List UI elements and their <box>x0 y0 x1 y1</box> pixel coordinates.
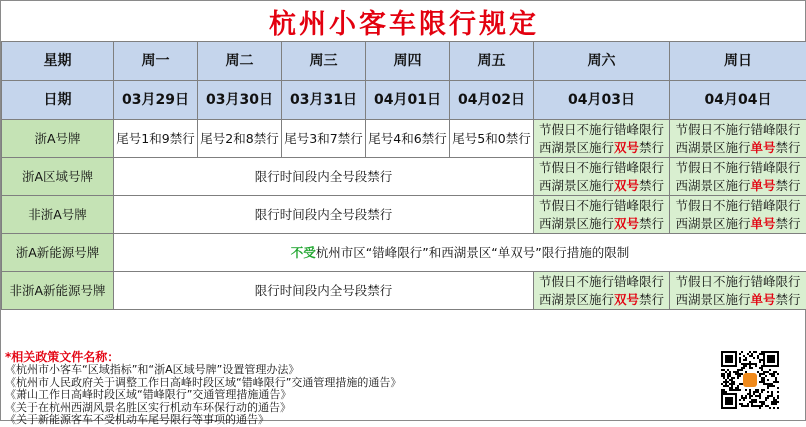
date-tue: 03月30日 <box>198 81 282 120</box>
weekend-line2-suffix: 禁行 <box>776 216 801 231</box>
policy-item: 《杭州市小客车“区域指标”和“浙A区域号牌”设置管理办法》 <box>5 364 691 377</box>
weekend-line2-prefix: 西湖景区施行 <box>539 292 614 307</box>
tail-rule-fri: 尾号5和0禁行 <box>450 120 534 158</box>
policy-item: 《关于在杭州西湖风景名胜区实行机动车环保行动的通告》 <box>5 402 691 415</box>
tail-rule-thu: 尾号4和6禁行 <box>366 120 450 158</box>
weekend-line1: 节假日不施行错峰限行 <box>539 160 664 175</box>
qr-code-icon <box>719 349 781 411</box>
policy-title: *相关政策文件名称： <box>5 351 691 364</box>
weekend-line1: 节假日不施行错峰限行 <box>539 274 664 289</box>
weekend-line2-prefix: 西湖景区施行 <box>539 216 614 231</box>
weekend-rule-sun <box>670 120 806 158</box>
policy-documents <box>1 348 691 421</box>
row-label-zhe-a-ev: 浙A新能源号牌 <box>2 234 114 272</box>
weekday-row <box>2 42 806 81</box>
date-thu: 04月01日 <box>366 81 450 120</box>
weekend-rule-sun <box>670 158 806 196</box>
tail-rule-tue: 尾号2和8禁行 <box>198 120 282 158</box>
weekend-rule-sat <box>534 196 670 234</box>
even-plate-highlight: 双号 <box>614 292 639 307</box>
odd-plate-highlight: 单号 <box>750 216 775 231</box>
date-sat: 04月03日 <box>534 81 670 120</box>
weekend-line2-suffix: 禁行 <box>639 216 664 231</box>
policy-item: 《杭州市人民政府关于调整工作日高峰时段区域“错峰限行”交通管理措施的通告》 <box>5 377 691 390</box>
row-label-zhe-a: 浙A号牌 <box>2 120 114 158</box>
weekday-wed: 周三 <box>282 42 366 81</box>
weekend-line2-prefix: 西湖景区施行 <box>539 140 614 155</box>
even-plate-highlight: 双号 <box>614 178 639 193</box>
odd-plate-highlight: 单号 <box>750 178 775 193</box>
weekend-rule-sat <box>534 120 670 158</box>
weekday-thu: 周四 <box>366 42 450 81</box>
even-plate-highlight: 双号 <box>614 140 639 155</box>
date-row <box>2 81 806 120</box>
weekend-line2-prefix: 西湖景区施行 <box>675 292 750 307</box>
table-row-non-zhe-a-ev <box>2 272 806 310</box>
weekend-line1: 节假日不施行错峰限行 <box>675 122 800 137</box>
even-plate-highlight: 双号 <box>614 216 639 231</box>
policy-item: 《关于新能源客车不受机动车尾号限行等事项的通告》 <box>5 414 691 427</box>
row-label-zhe-a-area: 浙A区域号牌 <box>2 158 114 196</box>
weekend-line1: 节假日不施行错峰限行 <box>539 122 664 137</box>
weekend-line2-suffix: 禁行 <box>639 292 664 307</box>
exempt-text: 杭州市区“错峰限行”和西湖景区“单双号”限行措施的限制 <box>316 245 629 260</box>
weekend-rule-sat <box>534 272 670 310</box>
weekday-header: 星期 <box>2 42 114 81</box>
weekend-line1: 节假日不施行错峰限行 <box>675 198 800 213</box>
weekend-line2-suffix: 禁行 <box>639 140 664 155</box>
odd-plate-highlight: 单号 <box>750 140 775 155</box>
weekend-line2-prefix: 西湖景区施行 <box>675 216 750 231</box>
weekday-tue: 周二 <box>198 42 282 81</box>
weekend-line2-suffix: 禁行 <box>776 292 801 307</box>
weekday-sun: 周日 <box>670 42 806 81</box>
weekend-line2-prefix: 西湖景区施行 <box>675 178 750 193</box>
tail-rule-wed: 尾号3和7禁行 <box>282 120 366 158</box>
weekend-line2-suffix: 禁行 <box>776 140 801 155</box>
weekday-mon: 周一 <box>114 42 198 81</box>
weekday-rule-zhe-a-area: 限行时间段内全号段禁行 <box>114 158 534 196</box>
weekend-line2-suffix: 禁行 <box>776 178 801 193</box>
restriction-table <box>1 41 806 310</box>
table-row-zhe-a <box>2 120 806 158</box>
table-row-zhe-a-ev <box>2 234 806 272</box>
table-row-zhe-a-area <box>2 158 806 196</box>
weekend-line1: 节假日不施行错峰限行 <box>675 274 800 289</box>
page-title: 杭州小客车限行规定 <box>1 1 806 41</box>
weekend-line1: 节假日不施行错峰限行 <box>675 160 800 175</box>
row-label-non-zhe-a: 非浙A号牌 <box>2 196 114 234</box>
weekend-line2-prefix: 西湖景区施行 <box>675 140 750 155</box>
odd-plate-highlight: 单号 <box>750 292 775 307</box>
date-mon: 03月29日 <box>114 81 198 120</box>
table-row-non-zhe-a <box>2 196 806 234</box>
weekday-rule-non-zhe-a-ev: 限行时间段内全号段禁行 <box>114 272 534 310</box>
weekday-rule-non-zhe-a: 限行时间段内全号段禁行 <box>114 196 534 234</box>
weekend-line1: 节假日不施行错峰限行 <box>539 198 664 213</box>
date-header: 日期 <box>2 81 114 120</box>
row-label-non-zhe-a-ev: 非浙A新能源号牌 <box>2 272 114 310</box>
exempt-highlight: 不受 <box>291 245 316 260</box>
tail-rule-mon: 尾号1和9禁行 <box>114 120 198 158</box>
policy-item: 《萧山工作日高峰时段区域“错峰限行”交通管理措施通告》 <box>5 389 691 402</box>
date-sun: 04月04日 <box>670 81 806 120</box>
weekend-rule-sun <box>670 272 806 310</box>
weekday-sat: 周六 <box>534 42 670 81</box>
qr-code-graphic <box>719 349 781 411</box>
date-wed: 03月31日 <box>282 81 366 120</box>
weekend-line2-suffix: 禁行 <box>639 178 664 193</box>
weekend-rule-sat <box>534 158 670 196</box>
weekend-line2-prefix: 西湖景区施行 <box>539 178 614 193</box>
weekday-fri: 周五 <box>450 42 534 81</box>
date-fri: 04月02日 <box>450 81 534 120</box>
ev-exemption-note <box>114 234 806 272</box>
weekend-rule-sun <box>670 196 806 234</box>
